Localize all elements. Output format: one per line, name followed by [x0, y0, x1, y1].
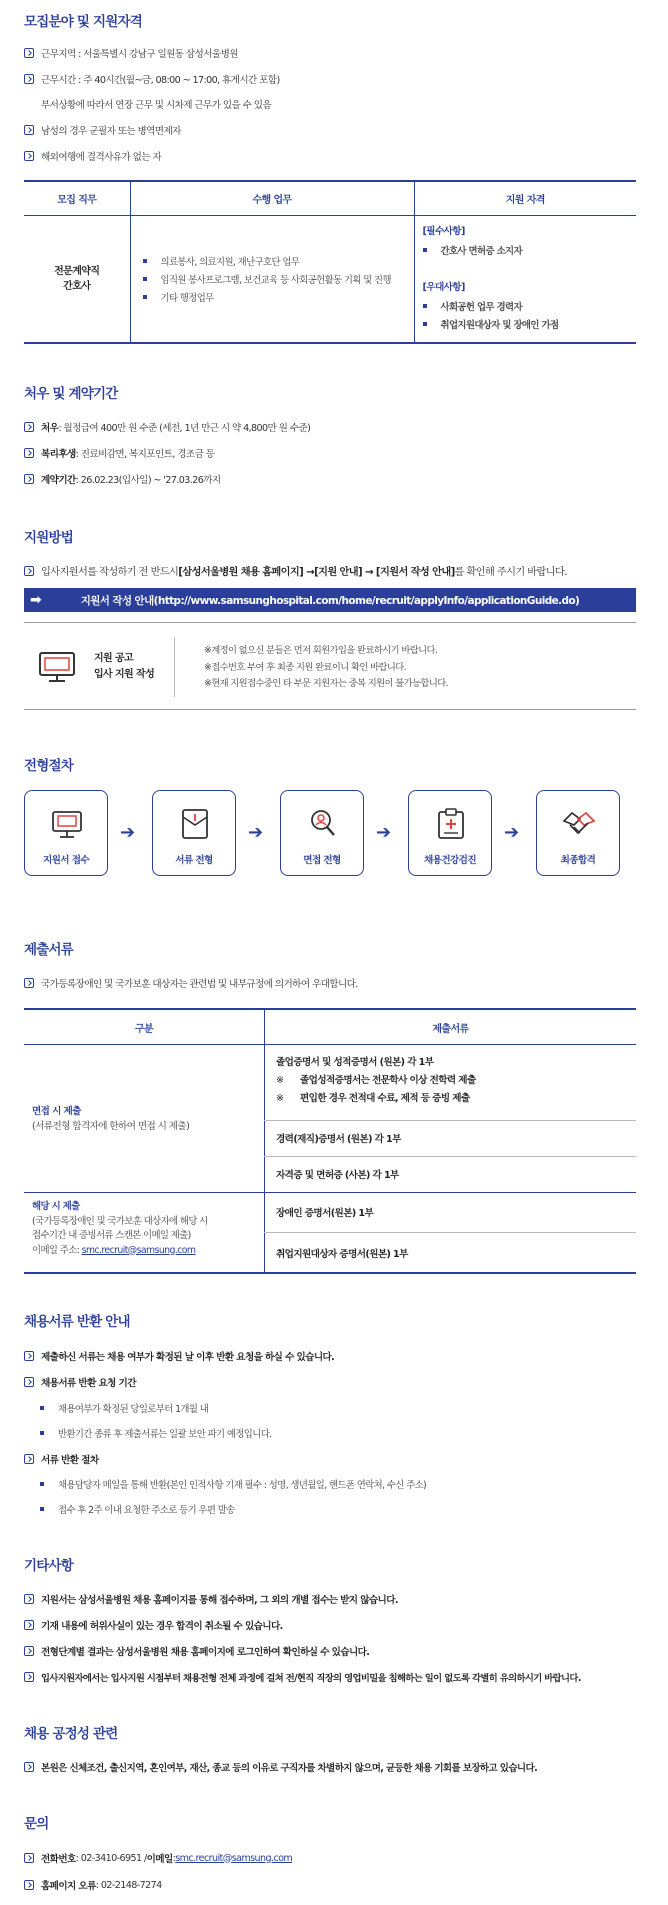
- table-header: 구분: [134, 1023, 154, 1035]
- table-header: 제출서류: [264, 1010, 636, 1044]
- benefit-line: 복리후생 : 진료비감면, 복지포인트, 경조금 등: [24, 446, 214, 460]
- check-icon: [24, 566, 34, 576]
- check-icon: [24, 151, 34, 161]
- disability-doc: 장애인 증명서(원본) 1부: [276, 1208, 374, 1219]
- benefit-line: 계약기간 : 26.02.23(입사일) ~ '27.03.26까지: [24, 472, 221, 486]
- list-item: 취업지원대상자 및 장애인 가점: [423, 317, 637, 331]
- check-icon: [24, 1672, 34, 1682]
- etc-line: 기재 내용에 허위사실이 있는 경우 합격이 취소될 수 있습니다.: [24, 1618, 283, 1632]
- step-application: 지원서 접수: [24, 790, 108, 876]
- arrow-right-icon: ➔: [248, 822, 263, 843]
- list-item: 채용담당자 메일을 통해 반환(본인 인적사항 기재 필수 : 성명, 생년월일, 핸드폰 연락처, 수신 주소): [40, 1477, 426, 1491]
- section-title-apply: 지원방법: [24, 530, 73, 546]
- check-icon: [24, 1620, 34, 1630]
- check-icon: [24, 978, 34, 988]
- contact-line: 홈페이지 오류 : 02-2148-7274: [24, 1878, 162, 1892]
- applicable-category: 해당 시 제출 (국가등록장애인 및 국가보훈 대상자에 해당 시 접수기간 내 증빙서류 스캔본 이메일 제출) 이메일 주소: smc.recruit@samsung.com: [32, 1201, 208, 1256]
- list-item: 기타 행정업무: [143, 290, 414, 304]
- apply-line: 입사지원서를 작성하기 전 반드시 [삼성서울병원 채용 홈페이지] →[지원 안내] → [지원서 작성 안내] 를 확인해 주시기 바랍니다.: [24, 563, 567, 578]
- section-title-fair: 채용 공정성 관련: [24, 1726, 118, 1742]
- job-cell: 전문계약직 간호사: [54, 265, 100, 292]
- list-item: 의료봉사, 의료지원, 재난구호단 업무: [143, 254, 414, 268]
- check-icon: [24, 1646, 34, 1656]
- arrow-right-icon: ➔: [376, 822, 391, 843]
- step-health-check: 채용건강검진: [408, 790, 492, 876]
- clipboard-medical-icon: [432, 805, 470, 843]
- fair-line: 본원은 신체조건, 출신지역, 혼인여부, 재산, 종교 등의 이유로 구직자를 차별하지 않으며, 균등한 채용 기회를 보장하고 있습니다.: [24, 1760, 537, 1774]
- return-period-title: 채용서류 반환 요청 기간: [24, 1375, 136, 1389]
- section-title-docs: 제출서류: [24, 942, 73, 958]
- check-icon: [24, 1880, 34, 1890]
- contact-line: 전화번호 : 02-3410-6951 / 이메일 : smc.recruit@samsung.com: [24, 1851, 292, 1865]
- interview-docs: 졸업증명서 및 성적증명서 (원본) 각 1부 ※ 졸업성적증명서는 전문학사 이상 전학력 제출 ※ 편입한 경우 전적대 수료, 제적 등 증빙 제출: [276, 1057, 476, 1104]
- career-doc: 경력(재직)증명서 (원본) 각 1부: [276, 1134, 401, 1145]
- section-title-contact: 문의: [24, 1816, 49, 1832]
- check-icon: [24, 125, 34, 135]
- duties-cell: [130, 215, 414, 343]
- list-item: 사회공헌 업무 경력자: [423, 299, 637, 313]
- application-guide-link[interactable]: ➡ 지원서 작성 안내(http://www.samsunghospital.com/home/recruit/applyInfo/applicationGuide.do): [24, 588, 636, 612]
- section-title-recruit: 모집분야 및 지원자격: [24, 14, 142, 30]
- step-document: 서류 전형: [152, 790, 236, 876]
- recruit-line: 남성의 경우 군필자 또는 병역면제자: [24, 123, 181, 137]
- table-header: 모집 직무: [24, 181, 130, 215]
- table-header: 수행 업무: [130, 181, 414, 215]
- etc-line: 지원서는 삼성서울병원 채용 홈페이지를 통해 접수하며, 그 외의 개별 접수는 받지 않습니다.: [24, 1592, 398, 1606]
- etc-line: 입사지원자에서는 입사지원 시점부터 채용전형 전체 과정에 걸쳐 전/현직 직장의 영업비밀을 침해하는 일이 없도록 각별히 유의하시기 바랍니다.: [24, 1670, 581, 1684]
- arrow-right-icon: ➔: [504, 822, 519, 843]
- arrow-right-icon: ➔: [120, 822, 135, 843]
- table-header: 지원 자격: [414, 181, 636, 215]
- apply-notes: ※계정이 없으신 분들은 먼저 회원가입을 완료하시기 바랍니다. ※접수번호 부여 후 최종 지원 완료이니 확인 바랍니다. ※현재 지원접수중인 타 부문 지원자는 중복 지원이 불가능합니다.: [204, 645, 448, 689]
- return-process-title: 서류 반환 절차: [24, 1452, 99, 1466]
- monitor-icon: [38, 651, 76, 683]
- docs-table: [24, 1008, 636, 1274]
- check-icon: [24, 1594, 34, 1604]
- monitor-icon: [48, 805, 86, 843]
- recruit-line: 근무지역 : 서울특별시 강남구 일원동 삼성서울병원: [24, 46, 238, 60]
- step-interview: 면접 전형: [280, 790, 364, 876]
- docs-note: 국가등록장애인 및 국가보훈 대상자는 관련법 및 내부규정에 의거하여 우대합니다.: [24, 976, 358, 990]
- license-doc: 자격증 및 면허증 (사본) 각 1부: [276, 1170, 399, 1181]
- email-link[interactable]: smc.recruit@samsung.com: [81, 1244, 196, 1256]
- section-title-process: 전형절차: [24, 758, 73, 774]
- recruit-line: 해외여행에 결격사유가 없는 자: [24, 149, 161, 163]
- employment-support-doc: 취업지원대상자 증명서(원본) 1부: [276, 1249, 408, 1260]
- return-line: 제출하신 서류는 채용 여부가 확정된 날 이후 반환 요청을 하실 수 있습니다.: [24, 1349, 334, 1363]
- list-item: 임직원 봉사프로그램, 보건교육 등 사회공헌활동 기획 및 진행: [143, 272, 414, 286]
- etc-line: 전형단계별 결과는 삼성서울병원 채용 홈페이지에 로그인하여 확인하실 수 있습니다.: [24, 1644, 369, 1658]
- check-icon: [24, 1454, 34, 1464]
- section-title-etc: 기타사항: [24, 1558, 73, 1574]
- check-icon: [24, 474, 34, 484]
- magnifier-person-icon: [304, 805, 342, 843]
- check-icon: [24, 1377, 34, 1387]
- check-icon: [24, 48, 34, 58]
- check-icon: [24, 74, 34, 84]
- arrow-right-icon: ➡: [30, 592, 42, 608]
- handshake-icon: [560, 805, 598, 843]
- benefit-line: 처우 : 월정급여 400만 원 수준 (세전, 1년 만근 시 약 4,800만 원 수준): [24, 420, 310, 434]
- list-item: 채용여부가 확정된 당일로부터 1개월 내: [40, 1401, 208, 1415]
- contact-email-link[interactable]: smc.recruit@samsung.com: [175, 1852, 293, 1864]
- list-item: 접수 후 2주 이내 요청한 주소로 등기 우편 발송: [40, 1502, 235, 1516]
- recruit-line: 근무시간 : 주 40시간(월~금, 08:00 ~ 17:00, 휴게시간 포함): [24, 72, 280, 86]
- qualification-cell: [필수사항] 간호사 면허증 소지자 [우대사항] 사회공헌 업무 경력자 취업지원대상자 및 장애인 가점: [414, 215, 636, 343]
- check-icon: [24, 1351, 34, 1361]
- step-final: 최종합격: [536, 790, 620, 876]
- list-item: 반환기간 종류 후 제출서류는 일괄 보안 파기 예정입니다.: [40, 1426, 272, 1440]
- interview-category: 면접 시 제출 (서류전형 합격자에 한하여 면접 시 제출): [32, 1106, 190, 1132]
- list-item: 간호사 면허증 소지자: [423, 243, 637, 257]
- check-icon: [24, 1762, 34, 1772]
- apply-box-title: 지원 공고 입사 지원 작성: [94, 653, 155, 680]
- apply-info-box: [24, 622, 636, 710]
- section-title-return: 채용서류 반환 안내: [24, 1314, 130, 1330]
- section-title-benefit: 처우 및 계약기간: [24, 386, 118, 402]
- check-icon: [24, 448, 34, 458]
- check-icon: [24, 422, 34, 432]
- recruit-line: 부서상황에 따라서 연장 근무 및 시차제 근무가 있을 수 있음: [41, 100, 272, 111]
- recruit-table: [24, 180, 636, 344]
- document-icon: [176, 805, 214, 843]
- check-icon: [24, 1853, 34, 1863]
